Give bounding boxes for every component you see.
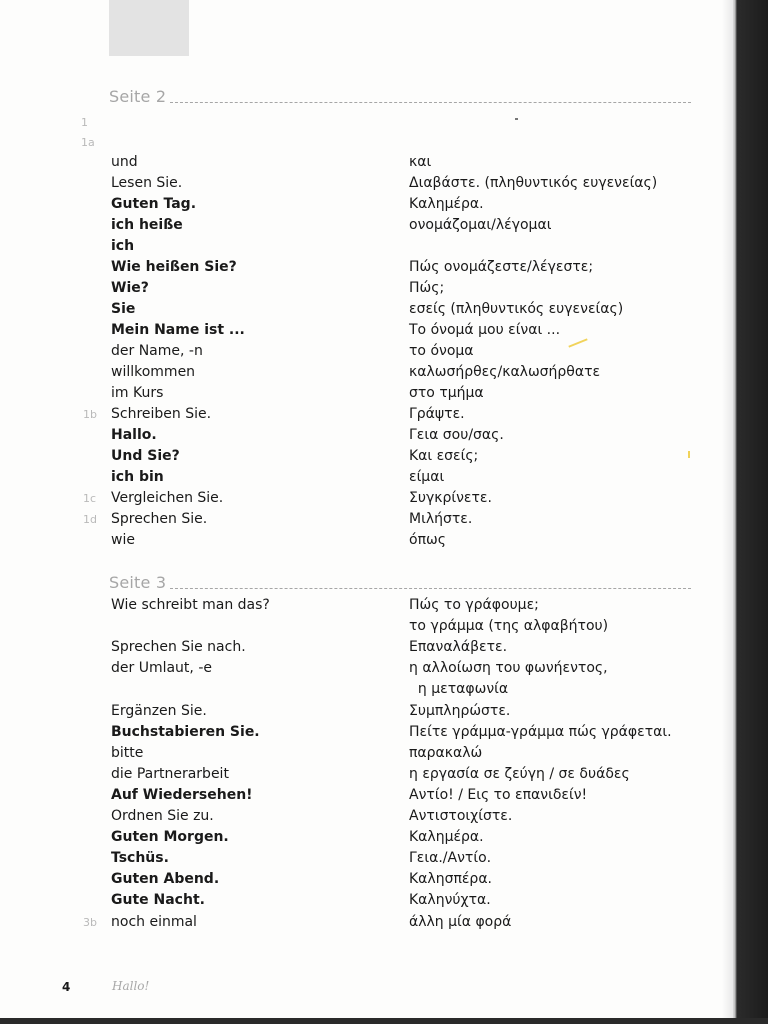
greek-translation: Καλησπέρα. (409, 871, 493, 888)
vocab-row (0, 595, 733, 616)
exercise-number: 1a (81, 136, 95, 149)
german-term: Buchstabieren Sie. (111, 723, 260, 740)
vocab-row (0, 341, 733, 362)
scan-bottom-edge (0, 1018, 768, 1024)
greek-translation: Γεια σου/σας. (409, 427, 504, 443)
greek-translation: Πώς ονομάζεστε/λέγεστε; (409, 259, 594, 275)
german-term: Auf Wiedersehen! (111, 786, 253, 803)
exercise-number: 1c (83, 492, 97, 505)
section-title: Seite 3 (109, 573, 167, 592)
scan-dark-edge (733, 0, 768, 1024)
vocab-row (0, 848, 733, 869)
german-term: Sie (111, 301, 136, 317)
greek-translation: και (409, 154, 432, 170)
german-term: wie (111, 532, 135, 548)
vocab-row (0, 806, 733, 827)
greek-translation: η εργασία σε ζεύγη / σε δυάδες (409, 765, 630, 782)
greek-translation: το όνομα (409, 343, 474, 359)
vocab-row (0, 743, 733, 764)
greek-translation: καλωσήρθες/καλωσήρθατε (409, 364, 601, 380)
german-term: Vergleichen Sie. (111, 490, 224, 506)
german-term: Wie heißen Sie? (111, 259, 237, 275)
dashed-rule (170, 588, 691, 589)
greek-translation: όπως (409, 532, 446, 548)
vocab-row (0, 530, 733, 551)
german-term: bitte (111, 744, 144, 761)
vocab-row (0, 236, 733, 257)
vocab-row (0, 658, 733, 679)
greek-translation: Πώς το γράφουμε; (409, 597, 539, 613)
german-term: ich bin (111, 469, 164, 485)
german-term: Wie schreibt man das? (111, 597, 270, 613)
vocab-row (0, 257, 733, 278)
greek-translation: Συμπληρώστε. (409, 702, 511, 719)
german-term: Gute Nacht. (111, 892, 205, 909)
greek-translation: Διαβάστε. (πληθυντικός ευγενείας) (409, 175, 658, 191)
greek-translation: το γράμμα (της αλφαβήτου) (409, 618, 609, 635)
section-header-seite-2 (109, 84, 691, 106)
vocab-row (0, 404, 733, 425)
german-term: der Name, -n (111, 343, 203, 359)
vocab-row (0, 467, 733, 488)
exercise-number: 1 (81, 116, 88, 129)
vocab-row (0, 173, 733, 194)
vocab-row (0, 362, 733, 383)
greek-translation: Καληνύχτα. (409, 892, 491, 909)
vocab-row (0, 425, 733, 446)
greek-translation: άλλη μία φορά (409, 913, 512, 930)
exercise-number: 3b (83, 915, 97, 929)
german-term: im Kurs (111, 385, 164, 401)
vocab-row (0, 869, 733, 890)
vocab-row (0, 912, 733, 933)
vocab-row (0, 299, 733, 320)
vocab-row (0, 383, 733, 404)
greek-translation: Γράψτε. (409, 406, 465, 422)
german-term: Sprechen Sie. (111, 511, 208, 527)
german-term: Ordnen Sie zu. (111, 808, 214, 824)
vocab-row (0, 320, 733, 341)
vocab-row (0, 679, 733, 700)
vocab-row (0, 785, 733, 806)
greek-translation: ονομάζομαι/λέγομαι (409, 217, 552, 233)
greek-translation: στο τμήμα (409, 385, 484, 401)
section-header-seite-3 (109, 570, 691, 592)
greek-translation: η μεταφωνία (409, 681, 509, 698)
greek-translation: Μιλήστε. (409, 511, 473, 527)
greek-translation: Πείτε γράμμα-γράμμα πώς γράφεται. (409, 723, 672, 740)
german-term: Schreiben Sie. (111, 406, 212, 422)
german-term: Hallo. (111, 427, 157, 443)
german-term: der Umlaut, -e (111, 660, 212, 677)
section-title: Seite 2 (109, 87, 167, 106)
greek-translation: η αλλοίωση του φωνήεντος, (409, 660, 608, 677)
greek-translation: εσείς (πληθυντικός ευγενείας) (409, 301, 624, 317)
vocab-row (0, 764, 733, 785)
greek-translation: Το όνομά μου είναι ... (409, 322, 561, 338)
greek-translation: Αντίο! / Εις το επανιδείν! (409, 786, 588, 803)
german-term: willkommen (111, 364, 196, 380)
vocab-row (0, 488, 733, 509)
german-term: Wie? (111, 280, 149, 296)
german-term: Sprechen Sie nach. (111, 639, 246, 656)
greek-translation: Αντιστοιχίστε. (409, 808, 513, 824)
vocab-row (0, 722, 733, 743)
german-term: und (111, 154, 138, 170)
exercise-number: 1b (83, 408, 97, 421)
page-number: 4 (62, 980, 71, 994)
vocab-row (0, 827, 733, 848)
greek-translation: Και εσείς; (409, 448, 479, 464)
greek-translation: είμαι (409, 469, 445, 485)
exercise-number: 1d (83, 513, 97, 526)
corner-gray-block (109, 0, 189, 56)
german-term: Tschüs. (111, 850, 169, 867)
vocab-row (0, 701, 733, 722)
vocab-row (0, 509, 733, 530)
german-term: noch einmal (111, 913, 197, 930)
greek-translation: Γεια./Αντίο. (409, 850, 492, 867)
greek-translation: Πώς; (409, 280, 445, 296)
vocab-row (0, 278, 733, 299)
german-term: Guten Tag. (111, 196, 197, 212)
dashed-rule (170, 102, 691, 103)
greek-translation: παρακαλώ (409, 744, 483, 761)
german-term: Ergänzen Sie. (111, 702, 207, 719)
greek-translation: Συγκρίνετε. (409, 490, 492, 506)
book-title: Hallo! (112, 979, 150, 993)
german-term: Mein Name ist ... (111, 322, 245, 338)
vocab-row (0, 637, 733, 658)
scan-speck (515, 118, 518, 120)
german-term: Lesen Sie. (111, 175, 183, 191)
german-term: ich (111, 238, 135, 254)
vocab-row (0, 890, 733, 911)
vocab-row (0, 194, 733, 215)
vocab-row (0, 446, 733, 467)
vocab-row (0, 215, 733, 236)
german-term: die Partnerarbeit (111, 765, 229, 782)
greek-translation: Επαναλάβετε. (409, 639, 508, 656)
german-term: Guten Abend. (111, 871, 220, 888)
german-term: Und Sie? (111, 448, 180, 464)
german-term: ich heiße (111, 217, 183, 233)
vocab-row (0, 152, 733, 173)
greek-translation: Καλημέρα. (409, 196, 484, 212)
vocab-row (0, 616, 733, 637)
german-term: Guten Morgen. (111, 829, 229, 846)
greek-translation: Καλημέρα. (409, 829, 484, 846)
